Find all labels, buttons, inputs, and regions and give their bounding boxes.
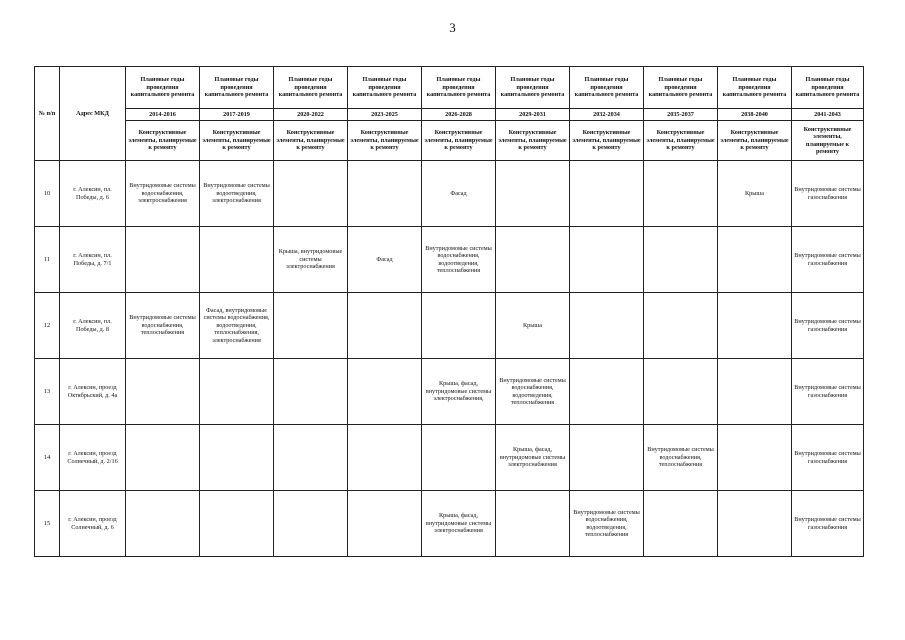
header-period-years: 2035-2037 <box>644 109 718 121</box>
repair-cell <box>570 293 644 359</box>
repair-cell <box>274 293 348 359</box>
repair-cell <box>274 425 348 491</box>
row-address: г. Алексин, проезд Октябрьский, д. 4а <box>60 359 126 425</box>
repair-cell <box>348 359 422 425</box>
header-elements: Конструктивные элементы, планируемые к ремонту <box>570 121 644 161</box>
repair-cell <box>570 425 644 491</box>
repair-cell <box>644 293 718 359</box>
header-elements: Конструктивные элементы, планируемые к ремонту <box>644 121 718 161</box>
repair-cell: Внутридомовые системы водоотведения, электроснабжения <box>200 161 274 227</box>
repair-cell: Внутридомовые системы газоснабжения <box>792 425 864 491</box>
repair-cell <box>274 359 348 425</box>
header-period-title: Плановые годы проведения капитального ремонта <box>496 67 570 109</box>
header-period-years: 2023-2025 <box>348 109 422 121</box>
repair-cell: Внутридомовые системы водоснабжения, водоотведения, теплоснабжения <box>422 227 496 293</box>
row-number: 12 <box>35 293 60 359</box>
repair-cell: Крыша, фасад, внутридомовые системы электроснабжения <box>422 491 496 557</box>
header-period-years: 2017-2019 <box>200 109 274 121</box>
table-row <box>35 491 864 557</box>
header-period-years: 2014-2016 <box>126 109 200 121</box>
header-elements: Конструктивные элементы, планируемые к ремонту <box>200 121 274 161</box>
header-elements: Конструктивные элементы, планируемые к ремонту <box>718 121 792 161</box>
repair-cell <box>644 359 718 425</box>
header-elements: Конструктивные элементы, планируемые к ремонту <box>422 121 496 161</box>
repair-cell <box>644 161 718 227</box>
row-address: г. Алексин, пл. Победы, д. 8 <box>60 293 126 359</box>
repair-cell: Крыша, внутридомовые системы электроснабжения <box>274 227 348 293</box>
repair-cell: Внутридомовые системы водоснабжения, теплоснабжения <box>644 425 718 491</box>
repair-cell <box>348 161 422 227</box>
repair-cell <box>274 161 348 227</box>
header-period-title: Плановые годы проведения капитального ремонта <box>422 67 496 109</box>
repair-cell <box>126 425 200 491</box>
repair-cell: Внутридомовые системы водоснабжения, теплоснабжения <box>126 293 200 359</box>
repair-cell <box>274 491 348 557</box>
repair-cell: Крыша <box>496 293 570 359</box>
repair-cell: Внутридомовые системы газоснабжения <box>792 293 864 359</box>
repair-cell <box>422 425 496 491</box>
row-address: г. Алексин, пл. Победы, д. 6 <box>60 161 126 227</box>
repair-cell: Крыша <box>718 161 792 227</box>
repair-cell: Внутридомовые системы водоснабжения, водоотведения, теплоснабжения <box>496 359 570 425</box>
header-period-title: Плановые годы проведения капитального ремонта <box>792 67 864 109</box>
repair-cell <box>200 359 274 425</box>
repair-cell <box>348 293 422 359</box>
header-period-title: Плановые годы проведения капитального ремонта <box>200 67 274 109</box>
repair-cell: Фасад <box>348 227 422 293</box>
repair-cell <box>644 227 718 293</box>
repair-cell <box>570 359 644 425</box>
repair-cell: Внутридомовые системы газоснабжения <box>792 491 864 557</box>
repair-cell <box>570 227 644 293</box>
repair-cell: Фасад <box>422 161 496 227</box>
header-period-years: 2032-2034 <box>570 109 644 121</box>
repair-cell <box>496 161 570 227</box>
repair-cell <box>126 491 200 557</box>
repair-cell: Внутридомовые системы газоснабжения <box>792 161 864 227</box>
header-elements: Конструктивные элементы, планируемые к ремонту <box>792 121 864 161</box>
header-period-title: Плановые годы проведения капитального ремонта <box>348 67 422 109</box>
repair-cell <box>200 491 274 557</box>
repair-cell <box>200 227 274 293</box>
repair-cell <box>570 161 644 227</box>
repair-cell <box>718 293 792 359</box>
repair-cell: Внутридомовые системы водоснабжения, электроснабжения <box>126 161 200 227</box>
header-period-title: Плановые годы проведения капитального ремонта <box>126 67 200 109</box>
repair-cell <box>348 425 422 491</box>
repair-cell: Внутридомовые системы газоснабжения <box>792 227 864 293</box>
header-elements: Конструктивные элементы, планируемые к ремонту <box>274 121 348 161</box>
repair-cell <box>644 491 718 557</box>
table-header <box>35 67 864 161</box>
repair-cell: Внутридомовые системы газоснабжения <box>792 359 864 425</box>
table-row <box>35 161 864 227</box>
header-address: Адрес МКД <box>60 67 126 161</box>
header-period-years: 2041-2043 <box>792 109 864 121</box>
header-period-years: 2020-2022 <box>274 109 348 121</box>
repair-cell <box>718 359 792 425</box>
table-body <box>35 161 864 557</box>
header-period-years: 2029-2031 <box>496 109 570 121</box>
row-number: 14 <box>35 425 60 491</box>
header-elements: Конструктивные элементы, планируемые к ремонту <box>126 121 200 161</box>
repair-cell <box>718 425 792 491</box>
table-row <box>35 425 864 491</box>
header-period-title: Плановые годы проведения капитального ремонта <box>718 67 792 109</box>
row-number: 15 <box>35 491 60 557</box>
repair-cell: Крыша, фасад, внутридомовые системы электроснабжения, <box>422 359 496 425</box>
table-row <box>35 359 864 425</box>
header-elements: Конструктивные элементы, планируемые к ремонту <box>348 121 422 161</box>
repair-cell <box>200 425 274 491</box>
repair-cell: Крыша, фасад, внутридомовые системы электроснабжения <box>496 425 570 491</box>
header-number: № п/п <box>35 67 60 161</box>
row-number: 13 <box>35 359 60 425</box>
header-period-title: Плановые годы проведения капитального ремонта <box>274 67 348 109</box>
header-elements: Конструктивные элементы, планируемые к ремонту <box>496 121 570 161</box>
row-number: 10 <box>35 161 60 227</box>
header-period-title: Плановые годы проведения капитального ремонта <box>644 67 718 109</box>
repair-cell <box>718 491 792 557</box>
row-address: г. Алексин, пл. Победы, д. 7/1 <box>60 227 126 293</box>
repair-cell <box>422 293 496 359</box>
row-address: г. Алексин, проезд Солнечный, д. 6 <box>60 491 126 557</box>
repair-cell <box>496 491 570 557</box>
repair-cell <box>126 359 200 425</box>
repair-cell: Фасад, внутридомовые системы водоснабжения, водоотведения, теплоснабжения, электроснабжения <box>200 293 274 359</box>
header-period-years: 2026-2028 <box>422 109 496 121</box>
repair-cell <box>496 227 570 293</box>
row-address: г. Алексин, проезд Солнечный, д. 2/16 <box>60 425 126 491</box>
repair-cell <box>126 227 200 293</box>
table-row <box>35 227 864 293</box>
header-period-title: Плановые годы проведения капитального ремонта <box>570 67 644 109</box>
repair-cell: Внутридомовые системы водоснабжения, водоотведения, теплоснабжения <box>570 491 644 557</box>
table-row <box>35 293 864 359</box>
page-number: 3 <box>449 20 456 35</box>
header-period-years: 2038-2040 <box>718 109 792 121</box>
repair-cell <box>348 491 422 557</box>
repair-cell <box>718 227 792 293</box>
capital-repair-plan-table <box>34 66 864 557</box>
row-number: 11 <box>35 227 60 293</box>
